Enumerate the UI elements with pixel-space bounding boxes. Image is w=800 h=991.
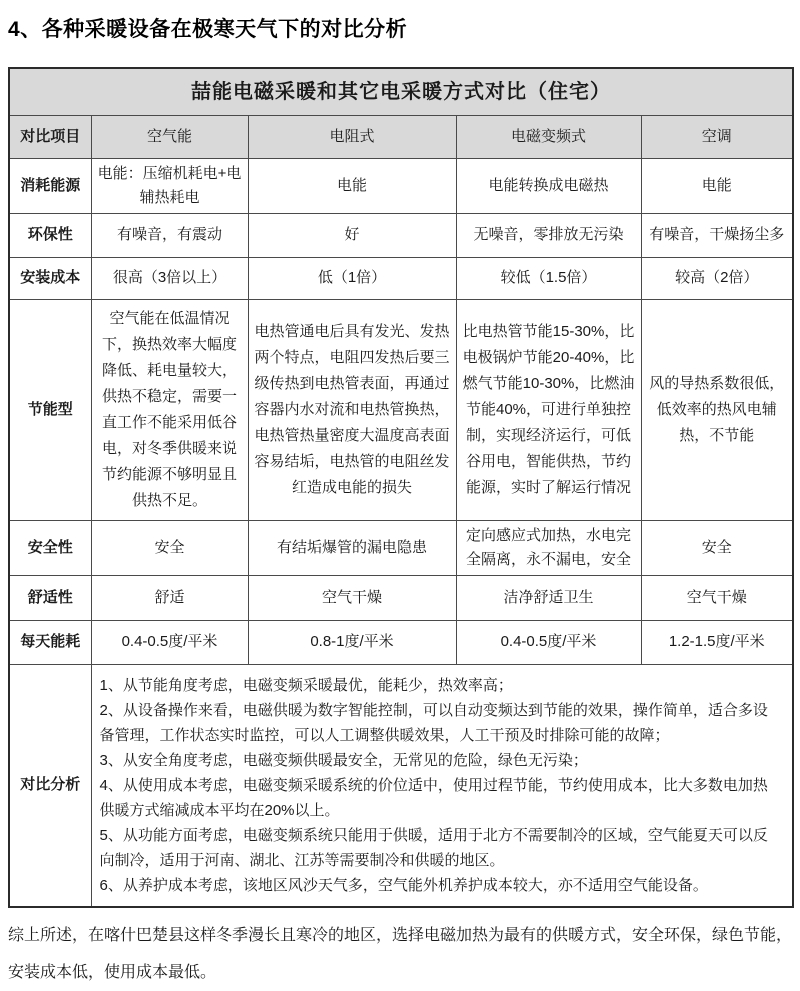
- analysis-point: 6、从养护成本考虑，该地区风沙天气多，空气能外机养护成本较大，亦不适用空气能设备。: [99, 876, 708, 894]
- table-cell: 安全: [91, 520, 248, 575]
- table-row: [9, 575, 793, 620]
- page-title: 4、各种采暖设备在极寒天气下的对比分析: [8, 18, 408, 41]
- analysis-point: 3、从安全角度考虑，电磁变频供暖最安全，无常见的危险，绿色无污染；: [99, 751, 588, 769]
- table-row: [9, 257, 793, 299]
- table-cell: 0.8-1度/平米: [248, 620, 456, 664]
- table-cell: 风的导热系数很低，低效率的热风电辅热，不节能: [641, 299, 793, 520]
- table-cell: 空气能在低温情况下，换热效率大幅度降低、耗电量较大，供热不稳定，需要一直工作不能采用低谷电，对冬季供暖来说节约能源不够明显且供热不足。: [91, 299, 248, 520]
- row-label: 节能型: [9, 299, 91, 520]
- table-row: [9, 620, 793, 664]
- table-cell: 电能: [641, 158, 793, 213]
- summary-paragraph: 综上所述，在喀什巴楚县这样冬季漫长且寒冷的地区，选择电磁加热为最有的供暖方式，安全环保，绿色节能，安装成本低，使用成本最低。: [8, 926, 793, 981]
- table-cell: 电能转换成电磁热: [456, 158, 641, 213]
- table-cell: 空气干燥: [641, 575, 793, 620]
- table-cell: 较低（1.5倍）: [456, 257, 641, 299]
- table-cell: 洁净舒适卫生: [456, 575, 641, 620]
- row-label: 舒适性: [9, 575, 91, 620]
- table-cell: 有噪音，有震动: [91, 213, 248, 257]
- table-row: [9, 299, 793, 520]
- table-title-row: [9, 68, 793, 115]
- table-cell: 有噪音，干燥扬尘多: [641, 213, 793, 257]
- table-cell: 有结垢爆管的漏电隐患: [248, 520, 456, 575]
- table-cell: 无噪音，零排放无污染: [456, 213, 641, 257]
- row-label: 环保性: [9, 213, 91, 257]
- column-header-item: 对比项目: [9, 115, 91, 158]
- table-cell: 低（1倍）: [248, 257, 456, 299]
- row-label: 消耗能源: [9, 158, 91, 213]
- analysis-point: 5、从功能方面考虑，电磁变频系统只能用于供暖，适用于北方不需要制冷的区域，空气能夏天可以反向制冷，适用于河南、湖北、江苏等需要制冷和供暖的地区。: [99, 826, 768, 869]
- row-label: 对比分析: [9, 664, 91, 907]
- table-title: 喆能电磁采暖和其它电采暖方式对比（住宅）: [9, 68, 793, 115]
- column-header-resistance: 电阻式: [248, 115, 456, 158]
- table-cell: 很高（3倍以上）: [91, 257, 248, 299]
- row-label: 每天能耗: [9, 620, 91, 664]
- table-cell: 1.2-1.5度/平米: [641, 620, 793, 664]
- analysis-point: 4、从使用成本考虑，电磁变频采暖系统的价位适中，使用过程节能，节约使用成本，比大多数电加热供暖方式缩减成本平均在20%以上。: [99, 776, 768, 819]
- table-cell: 舒适: [91, 575, 248, 620]
- table-cell: 比电热管节能15-30%，比电极锅炉节能20-40%，比燃气节能10-30%，比燃油节能40%，可进行单独控制，实现经济运行，可低谷用电，智能供热，节约能源，实时了解运行情况: [456, 299, 641, 520]
- analysis-point: 1、从节能角度考虑，电磁变频采暖最优，能耗少，热效率高；: [99, 676, 513, 694]
- column-header-em-inverter: 电磁变频式: [456, 115, 641, 158]
- table-cell: 定向感应式加热，水电完全隔离，永不漏电，安全: [456, 520, 641, 575]
- analysis-cell: [91, 664, 793, 907]
- table-row: [9, 158, 793, 213]
- table-cell: 安全: [641, 520, 793, 575]
- row-label: 安全性: [9, 520, 91, 575]
- table-cell: 0.4-0.5度/平米: [456, 620, 641, 664]
- row-label: 安装成本: [9, 257, 91, 299]
- table-cell: 好: [248, 213, 456, 257]
- document-page: [0, 13, 800, 982]
- analysis-row: [9, 664, 793, 907]
- table-cell: 较高（2倍）: [641, 257, 793, 299]
- column-header-air-source: 空气能: [91, 115, 248, 158]
- table-row: [9, 213, 793, 257]
- analysis-point: 2、从设备操作来看，电磁供暖为数字智能控制，可以自动变频达到节能的效果，操作简单，适合多设备管理，工作状态实时监控，可以人工调整供暖效果，人工干预及时排除可能的故障；: [99, 701, 768, 744]
- comparison-table: [8, 67, 794, 908]
- table-cell: 电热管通电后具有发光、发热两个特点，电阻四发热后要三级传热到电热管表面，再通过容器内水对流和电热管换热，电热管热量密度大温度高表面容易结垢，电热管的电阻丝发红造成电能的损失: [248, 299, 456, 520]
- table-cell: 电能：压缩机耗电+电辅热耗电: [91, 158, 248, 213]
- table-header-row: [9, 115, 793, 158]
- table-cell: 空气干燥: [248, 575, 456, 620]
- table-cell: 电能: [248, 158, 456, 213]
- table-row: [9, 520, 793, 575]
- table-cell: 0.4-0.5度/平米: [91, 620, 248, 664]
- column-header-ac: 空调: [641, 115, 793, 158]
